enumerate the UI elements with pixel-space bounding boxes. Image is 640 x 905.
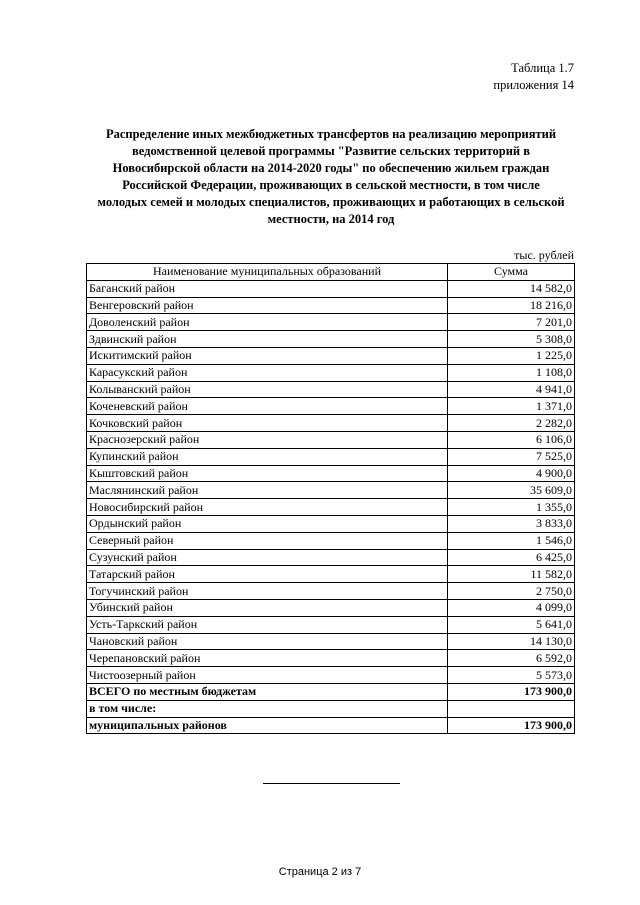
district-amount: 1 108,0: [448, 364, 575, 381]
district-name: Карасукский район: [87, 364, 448, 381]
district-amount: 7 201,0: [448, 314, 575, 331]
column-header-name: Наименование муниципальных образований: [87, 264, 448, 281]
district-name: Татарский район: [87, 566, 448, 583]
district-amount: 14 582,0: [448, 280, 575, 297]
table-row: [87, 549, 575, 566]
subtotal-row: [87, 717, 575, 734]
district-name: Сузунский район: [87, 549, 448, 566]
district-name: Здвинский район: [87, 331, 448, 348]
district-amount: 18 216,0: [448, 297, 575, 314]
table-row: [87, 314, 575, 331]
caption-line-1: Таблица 1.7: [511, 61, 574, 75]
district-name: Маслянинский район: [87, 482, 448, 499]
district-name: Убинский район: [87, 599, 448, 616]
footnote-divider: [263, 783, 400, 784]
page-number: Страница 2 из 7: [278, 866, 362, 878]
table-row: [87, 633, 575, 650]
district-amount: 1 546,0: [448, 532, 575, 549]
district-name: Ордынский район: [87, 515, 448, 532]
district-name: Северный район: [87, 532, 448, 549]
title-line: молодых семей и молодых специалистов, проживающих и работающих в сельской: [97, 195, 565, 209]
district-name: Краснозерский район: [87, 431, 448, 448]
caption-line-2: приложения 14: [493, 78, 574, 92]
table-row: [87, 599, 575, 616]
document-title: [60, 126, 602, 228]
table-row: [87, 566, 575, 583]
table-row: [87, 381, 575, 398]
district-amount: 4 099,0: [448, 599, 575, 616]
district-name: Черепановский район: [87, 650, 448, 667]
subtotal-label: муниципальных районов: [87, 717, 448, 734]
district-amount: 5 308,0: [448, 331, 575, 348]
transfers-table: [86, 263, 575, 734]
district-name: Кыштовский район: [87, 465, 448, 482]
table-row: [87, 650, 575, 667]
including-value: [448, 700, 575, 717]
column-header-sum: Сумма: [448, 264, 575, 281]
table-row: [87, 616, 575, 633]
title-line: ведомственной целевой программы "Развитие сельских территорий в: [132, 144, 530, 158]
district-name: Колыванский район: [87, 381, 448, 398]
table-row: [87, 398, 575, 415]
district-name: Тогучинский район: [87, 583, 448, 600]
district-amount: 4 900,0: [448, 465, 575, 482]
table-row: [87, 331, 575, 348]
title-line: Новосибирской области на 2014-2020 годы" по обеспечению жильем граждан: [112, 161, 550, 175]
district-amount: 7 525,0: [448, 448, 575, 465]
district-amount: 5 573,0: [448, 667, 575, 684]
table-row: [87, 347, 575, 364]
table-row: [87, 515, 575, 532]
table-row: [87, 667, 575, 684]
table-body: [87, 280, 575, 734]
table-caption: [493, 60, 574, 94]
table-row: [87, 431, 575, 448]
district-name: Доволенский район: [87, 314, 448, 331]
district-name: Баганский район: [87, 280, 448, 297]
district-amount: 5 641,0: [448, 616, 575, 633]
table-row: [87, 583, 575, 600]
district-amount: 3 833,0: [448, 515, 575, 532]
table-row: [87, 448, 575, 465]
including-row: [87, 700, 575, 717]
district-amount: 11 582,0: [448, 566, 575, 583]
district-amount: 1 371,0: [448, 398, 575, 415]
district-name: Искитимский район: [87, 347, 448, 364]
table-header-row: [87, 264, 575, 281]
district-name: Венгеровский район: [87, 297, 448, 314]
district-name: Купинский район: [87, 448, 448, 465]
total-row: [87, 683, 575, 700]
total-label: ВСЕГО по местным бюджетам: [87, 683, 448, 700]
table-row: [87, 482, 575, 499]
district-amount: 2 750,0: [448, 583, 575, 600]
district-amount: 1 355,0: [448, 499, 575, 516]
total-value: 173 900,0: [448, 683, 575, 700]
title-line: местности, на 2014 год: [267, 212, 395, 226]
table-row: [87, 532, 575, 549]
table-row: [87, 280, 575, 297]
district-name: Чистоозерный район: [87, 667, 448, 684]
district-amount: 6 425,0: [448, 549, 575, 566]
table-row: [87, 465, 575, 482]
title-line: Российской Федерации, проживающих в сельской местности, в том числе: [122, 178, 540, 192]
subtotal-value: 173 900,0: [448, 717, 575, 734]
district-name: Чановский район: [87, 633, 448, 650]
table-row: [87, 297, 575, 314]
table-row: [87, 415, 575, 432]
including-label: в том числе:: [87, 700, 448, 717]
district-amount: 4 941,0: [448, 381, 575, 398]
table-row: [87, 364, 575, 381]
district-amount: 14 130,0: [448, 633, 575, 650]
district-amount: 1 225,0: [448, 347, 575, 364]
district-name: Кочковский район: [87, 415, 448, 432]
district-name: Новосибирский район: [87, 499, 448, 516]
district-amount: 6 106,0: [448, 431, 575, 448]
district-amount: 6 592,0: [448, 650, 575, 667]
district-amount: 2 282,0: [448, 415, 575, 432]
district-name: Усть-Таркский район: [87, 616, 448, 633]
units-label: тыс. рублей: [514, 248, 574, 262]
title-line: Распределение иных межбюджетных трансфертов на реализацию мероприятий: [105, 127, 557, 141]
district-name: Коченевский район: [87, 398, 448, 415]
table-row: [87, 499, 575, 516]
district-amount: 35 609,0: [448, 482, 575, 499]
